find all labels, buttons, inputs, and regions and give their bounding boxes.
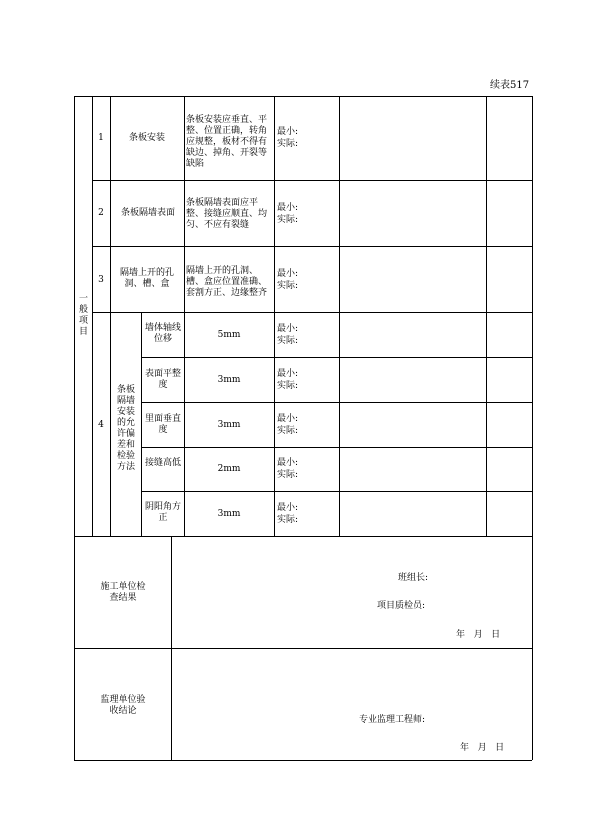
requirement-text: 隔墙上开的孔洞、槽、盒应位置准确、套割方正、边缘整齐 xyxy=(186,266,268,298)
requirement-text: 条板隔墙表面应平整、接缝应顺直、均匀、不应有裂缝 xyxy=(186,198,268,230)
row-number: 3 xyxy=(98,275,104,285)
date-label: 年 月 日 xyxy=(460,743,505,753)
general-items-label: 一般项目 xyxy=(78,294,88,337)
measure-actual: 实际: xyxy=(277,426,299,436)
quality-inspector-label: 项目质检员: xyxy=(377,601,426,611)
tolerance-value: 3mm xyxy=(217,509,241,519)
requirement-text: 条板安装应垂直、平整、位置正确，转角应规整，板材不得有缺边、掉角、开裂等缺陷 xyxy=(186,115,268,169)
measure-actual: 实际: xyxy=(277,381,299,391)
continued-table-label: 续表517 xyxy=(490,80,530,91)
measure-actual: 实际: xyxy=(277,139,299,149)
tolerance-item-name: 墙体轴线位移 xyxy=(144,323,181,344)
measure-min: 最小: xyxy=(277,458,299,468)
tolerance-value: 3mm xyxy=(217,420,241,430)
supervising-engineer-label: 专业监理工程师: xyxy=(359,715,426,725)
tolerance-item-name: 接缝高低 xyxy=(144,458,181,468)
row-number: 2 xyxy=(98,208,104,218)
item-name: 条板安装 xyxy=(128,133,165,143)
measure-actual: 实际: xyxy=(277,215,299,225)
measure-min: 最小: xyxy=(277,369,299,379)
item-name: 条板隔墙表面 xyxy=(120,208,175,218)
tolerance-item-name: 表面平整度 xyxy=(144,369,181,390)
date-label: 年 月 日 xyxy=(456,630,501,640)
row-number: 4 xyxy=(98,420,104,430)
tolerance-group-label: 条板隔墙安装的允许偏差和检验方法 xyxy=(116,385,135,472)
measure-min: 最小: xyxy=(277,269,299,279)
tolerance-value: 2mm xyxy=(217,464,241,474)
measure-actual: 实际: xyxy=(277,281,299,291)
tolerance-value: 3mm xyxy=(217,375,241,385)
measure-min: 最小: xyxy=(277,324,299,334)
construction-unit-label: 施工单位检查结果 xyxy=(100,582,146,603)
measure-min: 最小: xyxy=(277,203,299,213)
item-name: 隔墙上开的孔洞、槽、盒 xyxy=(119,268,174,289)
tolerance-value: 5mm xyxy=(217,330,241,340)
team-leader-label: 班组长: xyxy=(398,573,429,583)
measure-actual: 实际: xyxy=(277,336,299,346)
row-number: 1 xyxy=(98,133,104,143)
supervision-unit-label: 监理单位验收结论 xyxy=(100,695,146,716)
measure-min: 最小: xyxy=(277,503,299,513)
measure-actual: 实际: xyxy=(277,515,299,525)
tolerance-item-name: 阴阳角方正 xyxy=(144,502,181,523)
measure-min: 最小: xyxy=(277,127,299,137)
measure-min: 最小: xyxy=(277,414,299,424)
tolerance-item-name: 里面垂直度 xyxy=(144,414,181,435)
measure-actual: 实际: xyxy=(277,470,299,480)
